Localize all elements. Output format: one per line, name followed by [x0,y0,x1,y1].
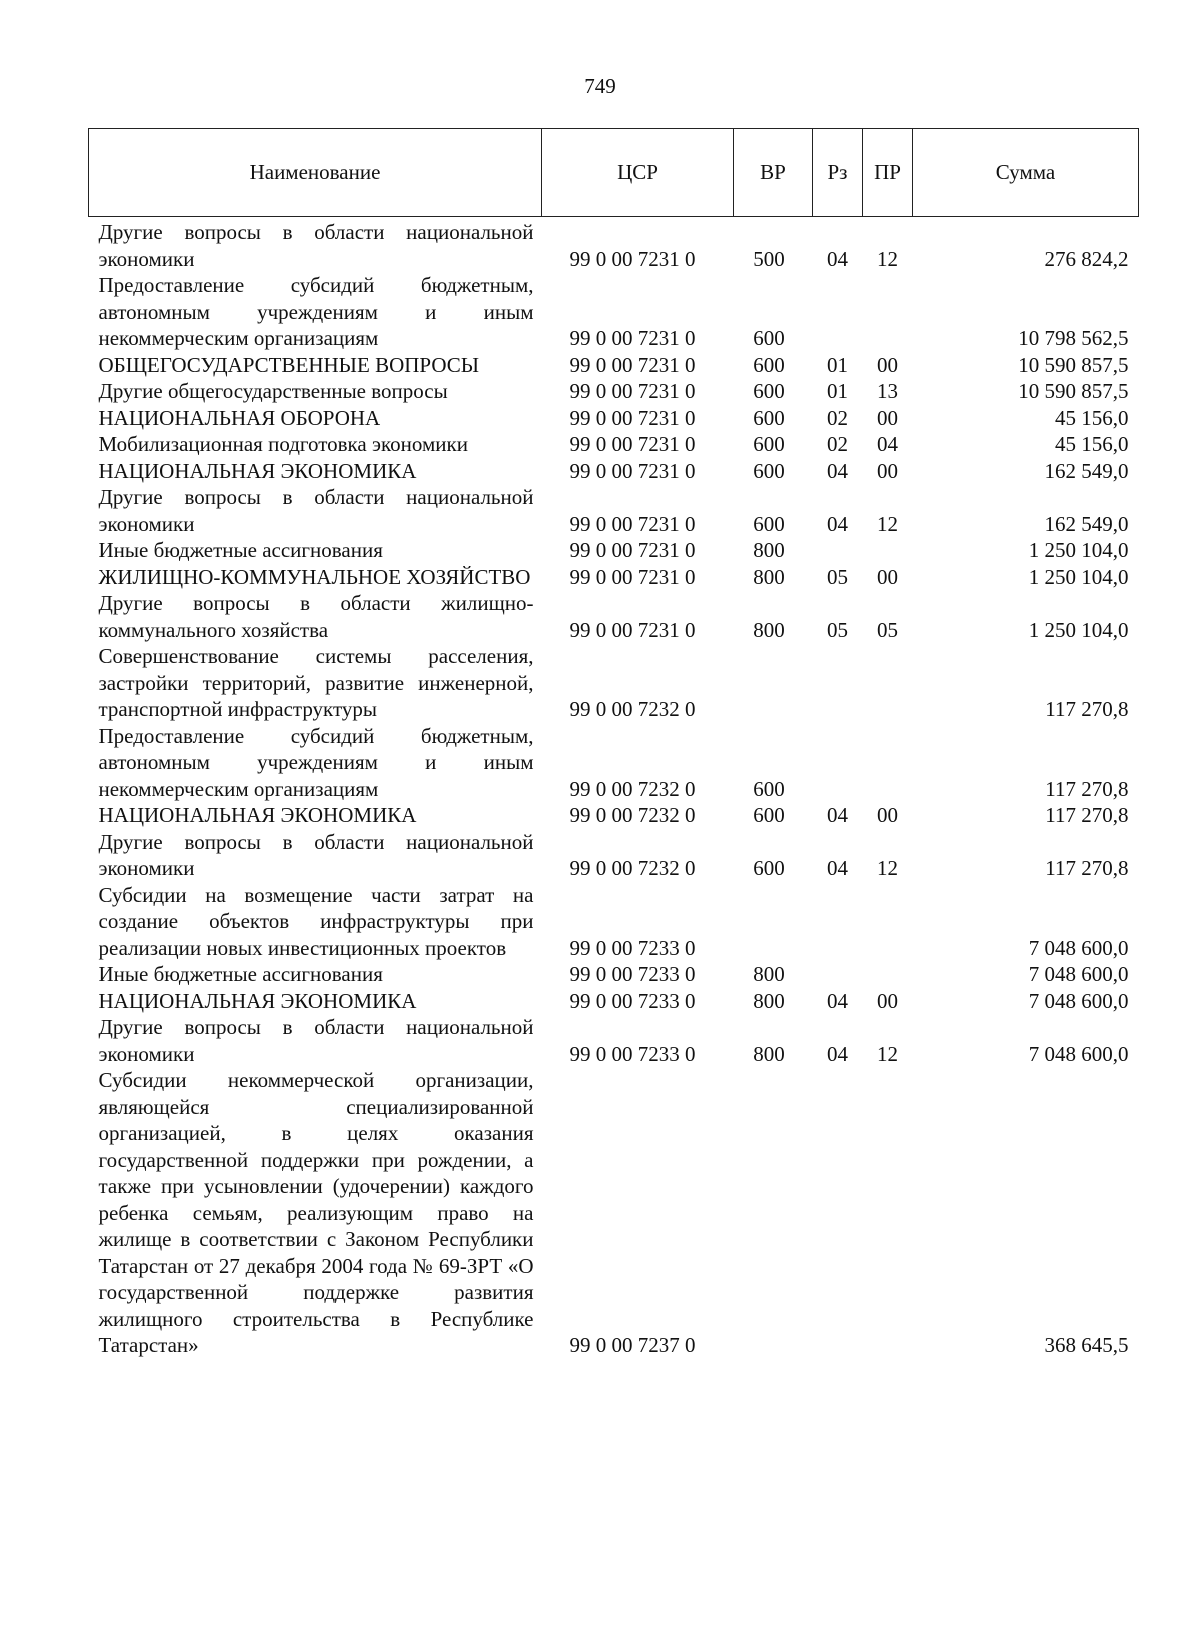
name-cell: НАЦИОНАЛЬНАЯ ОБОРОНА [98,405,381,430]
pr-cell [863,537,913,564]
table-row [89,484,1139,537]
vr-cell: 600 [753,379,785,403]
name-cell: Предоставление субсидий бюджетным, автономным учреждениям и иным некоммерческим организациям [98,273,534,350]
rz-cell [813,1067,863,1359]
rz-cell: 02 [827,405,848,430]
csr-cell: 99 0 00 7233 0 [569,988,696,1013]
table-row [89,378,1139,405]
name-cell: НАЦИОНАЛЬНАЯ ЭКОНОМИКА [98,803,417,827]
sum-cell: 45 156,0 [1055,405,1129,430]
name-cell: Совершенствование системы расселения, застройки территорий, развитие инженерной, транспортной инфраструктуры [98,644,534,721]
name-cell: ЖИЛИЩНО-КОММУНАЛЬНОЕ ХОЗЯЙСТВО [98,564,531,589]
rz-cell: 04 [827,511,848,536]
name-cell: Субсидии на возмещение части затрат на создание объектов инфраструктуры при реализации новых инвестиционных проектов [98,882,534,960]
rz-cell: 01 [827,379,848,403]
header-vr: ВР [734,129,813,217]
table-row [89,1014,1139,1067]
vr-cell: 600 [753,511,785,536]
table-row [89,961,1139,988]
csr-cell: 99 0 00 7233 0 [569,935,696,960]
pr-cell: 00 [877,988,898,1013]
vr-cell [734,882,813,962]
name-cell: Другие вопросы в области жилищно-коммунального хозяйства [98,591,534,642]
name-cell: НАЦИОНАЛЬНАЯ ЭКОНОМИКА [98,988,417,1013]
csr-cell: 99 0 00 7231 0 [569,617,696,642]
pr-cell: 05 [877,617,898,642]
pr-cell [863,643,913,723]
vr-cell [734,643,813,723]
pr-cell [863,882,913,962]
vr-cell: 500 [753,246,785,271]
table-body [89,217,1139,1359]
csr-cell: 99 0 00 7232 0 [569,776,696,801]
pr-cell [863,1067,913,1359]
vr-cell: 800 [753,962,785,986]
name-cell: Другие вопросы в области национальной экономики [98,829,534,880]
table-row [89,590,1139,643]
sum-cell: 10 798 562,5 [1018,326,1129,350]
rz-cell: 04 [827,803,848,827]
table-row [89,802,1139,829]
sum-cell: 117 270,8 [1045,803,1129,827]
rz-cell [813,272,863,352]
csr-cell: 99 0 00 7231 0 [569,326,696,350]
rz-cell [813,961,863,988]
sum-cell: 7 048 600,0 [1028,962,1129,986]
rz-cell [813,723,863,803]
pr-cell [863,961,913,988]
rz-cell: 01 [827,352,848,377]
vr-cell: 800 [753,564,785,589]
csr-cell: 99 0 00 7231 0 [569,511,696,536]
csr-cell: 99 0 00 7231 0 [569,432,696,456]
rz-cell: 04 [827,988,848,1013]
sum-cell: 162 549,0 [1044,458,1129,483]
pr-cell: 00 [877,564,898,589]
table-row [89,643,1139,723]
vr-cell: 600 [753,326,785,350]
csr-cell: 99 0 00 7237 0 [569,1333,696,1357]
csr-cell: 99 0 00 7231 0 [569,564,696,589]
vr-cell: 600 [753,776,785,801]
table-row [89,458,1139,485]
csr-cell: 99 0 00 7233 0 [569,1041,696,1066]
header-row [89,129,1139,217]
csr-cell: 99 0 00 7231 0 [569,538,696,562]
pr-cell: 12 [877,511,898,536]
rz-cell: 04 [827,458,848,483]
sum-cell: 117 270,8 [1045,856,1129,880]
rz-cell: 04 [827,1041,848,1066]
pr-cell: 00 [877,458,898,483]
vr-cell [734,1067,813,1359]
rz-cell [813,537,863,564]
csr-cell: 99 0 00 7233 0 [569,962,696,986]
table-row [89,352,1139,379]
vr-cell: 600 [753,458,785,483]
sum-cell: 1 250 104,0 [1028,564,1129,589]
name-cell: Предоставление субсидий бюджетным, автономным учреждениям и иным некоммерческим организациям [98,723,534,801]
sum-cell: 7 048 600,0 [1028,988,1129,1013]
csr-cell: 99 0 00 7232 0 [569,803,696,827]
vr-cell: 800 [753,538,785,562]
sum-cell: 10 590 857,5 [1018,379,1129,403]
budget-table [88,128,1139,1359]
rz-cell [813,882,863,962]
table-row [89,272,1139,352]
pr-cell: 04 [877,432,898,456]
vr-cell: 800 [753,1041,785,1066]
name-cell: Другие вопросы в области национальной экономики [98,220,534,271]
csr-cell: 99 0 00 7231 0 [569,352,696,377]
sum-cell: 276 824,2 [1044,246,1129,271]
pr-cell: 12 [877,246,898,271]
pr-cell: 13 [877,379,898,403]
csr-cell: 99 0 00 7231 0 [569,405,696,430]
sum-cell: 7 048 600,0 [1028,1041,1129,1066]
vr-cell: 600 [753,405,785,430]
pr-cell: 00 [877,405,898,430]
name-cell: Другие вопросы в области национальной экономики [98,485,534,536]
sum-cell: 117 270,8 [1045,776,1129,801]
table-header [89,129,1139,217]
csr-cell: 99 0 00 7231 0 [569,458,696,483]
table-row [89,1067,1139,1359]
name-cell: Другие общегосударственные вопросы [98,379,448,403]
header-csr: ЦСР [542,129,734,217]
csr-cell: 99 0 00 7232 0 [569,697,696,721]
name-cell: Мобилизационная подготовка экономики [98,432,468,456]
vr-cell: 600 [753,432,785,456]
vr-cell: 600 [753,856,785,880]
sum-cell: 117 270,8 [1045,697,1129,721]
pr-cell: 00 [877,803,898,827]
page-number: 749 [584,74,616,98]
pr-cell: 12 [877,856,898,880]
pr-cell [863,272,913,352]
table-row [89,564,1139,591]
table-row [89,723,1139,803]
vr-cell: 800 [753,988,785,1013]
sum-cell: 162 549,0 [1044,511,1129,536]
name-cell: Субсидии некоммерческой организации, являющейся специализированной организацией, в целях оказания государственной поддержки при рождении, а также при усыновлении (удочерении) каждого ребенка семьям, реализующим право на жилище в соответствии с Законом Республики Татарстан от 27 декабря 2004 года № 69-ЗРТ «О государственной поддержке развития жилищного строительства в Республике Татарстан» [98,1068,534,1357]
sum-cell: 1 250 104,0 [1028,538,1129,562]
csr-cell: 99 0 00 7232 0 [569,856,696,880]
table-row [89,882,1139,962]
rz-cell: 05 [827,564,848,589]
table-row [89,537,1139,564]
csr-cell: 99 0 00 7231 0 [569,246,696,271]
sum-cell: 7 048 600,0 [1028,935,1129,960]
table-row [89,405,1139,432]
rz-cell [813,643,863,723]
header-pr: ПР [863,129,913,217]
pr-cell: 12 [877,1041,898,1066]
rz-cell: 02 [827,432,848,456]
header-rz: Рз [813,129,863,217]
header-sum: Сумма [913,129,1139,217]
name-cell: Другие вопросы в области национальной экономики [98,1015,534,1066]
vr-cell: 600 [753,352,785,377]
pr-cell [863,723,913,803]
rz-cell: 04 [827,856,848,880]
sum-cell: 45 156,0 [1055,432,1129,456]
sum-cell: 10 590 857,5 [1018,352,1129,377]
sum-cell: 1 250 104,0 [1028,617,1129,642]
header-name: Наименование [89,129,542,217]
pr-cell: 00 [877,352,898,377]
name-cell: ОБЩЕГОСУДАРСТВЕННЫЕ ВОПРОСЫ [98,352,480,377]
table-row [89,988,1139,1015]
table-row [89,829,1139,882]
vr-cell: 800 [753,617,785,642]
name-cell: Иные бюджетные ассигнования [98,538,383,562]
rz-cell: 05 [827,617,848,642]
table-row [89,431,1139,458]
vr-cell: 600 [753,803,785,827]
sum-cell: 368 645,5 [1044,1333,1129,1357]
name-cell: НАЦИОНАЛЬНАЯ ЭКОНОМИКА [98,458,417,483]
table-row [89,217,1139,273]
name-cell: Иные бюджетные ассигнования [98,962,383,986]
rz-cell: 04 [827,246,848,271]
csr-cell: 99 0 00 7231 0 [569,379,696,403]
